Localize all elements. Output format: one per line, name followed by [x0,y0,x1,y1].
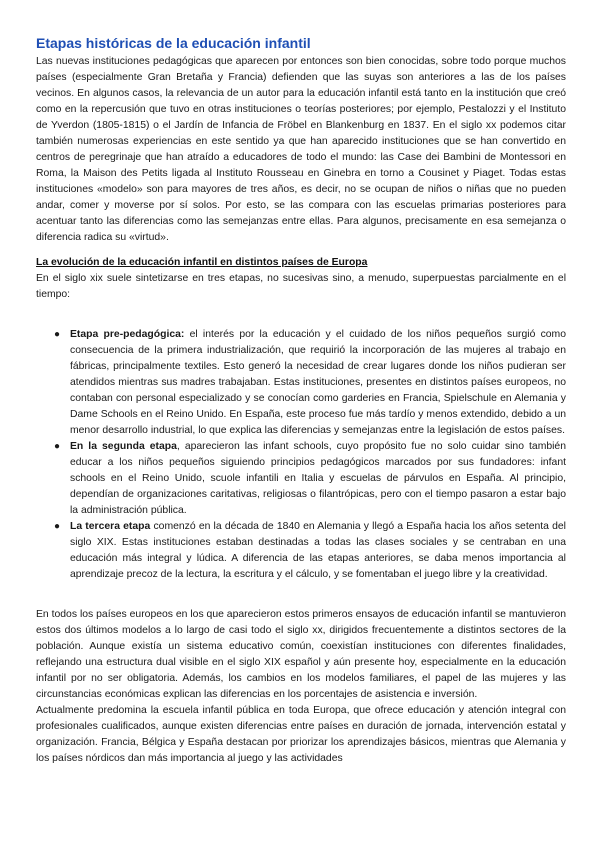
document-page [36,34,566,767]
bullet-icon: ● [54,329,61,340]
section-intro-paragraph: En el siglo xix suele sintetizarse en tres etapas, no sucesivas sino, a menudo, superpuestas parcialmente en el tiempo: [36,273,566,300]
document-title: Etapas históricas de la educación infantil [36,35,311,51]
stage-label: La tercera etapa [70,521,151,532]
stage-text: comenzó en la década de 1840 en Alemania y llegó a España hacia los años setenta del siglo XIX. Estas instituciones estaban destinadas a todas las clases sociales y se centraban en una educación más integral y lúdica. A diferencia de las etapas anteriores, se daba menos importancia al aprendizaje precoz de la lectura, la escritura y el cálculo, y se fomentaban el juego libre y la creatividad. [70,521,566,580]
section-heading: La evolución de la educación infantil en distintos países de Europa [36,257,368,268]
list-item [54,327,566,439]
closing-paragraph-1: En todos los países europeos en los que aparecieron estos primeros ensayos de educación infantil se mantuvieron estos dos últimos modelos a lo largo de casi todo el siglo xx, dirigidos frecuentemente a distintos sectores de la población. Aunque existía un sistema educativo común, coexistían instituciones con diferentes finalidades, reflejando una estructura dual visible en el siglo XIX español y aún presente hoy, especialmente en la educación infantil por no ser obligatoria. Además, los cambios en los modelos familiares, el papel de las mujeres y las circunstancias económicas explican las diferencias en los porcentajes de asistencia e inversión. [36,609,566,700]
bullet-icon: ● [54,441,61,452]
list-item [54,439,566,519]
closing-paragraph-2: Actualmente predomina la escuela infantil pública en toda Europa, que ofrece educación y atención integral con profesionales cualificados, aunque existen diferencias entre países en duración de jornada, intervención estatal y organización. Francia, Bélgica y España destacan por priorizar los aprendizajes básicos, mientras que Alemania y los países nórdicos dan más importancia al juego y las actividades [36,705,566,764]
stage-text: , aparecieron las infant schools, cuyo propósito fue no solo cuidar sino también educar a los niños pequeños siguiendo principios pedagógicos marcados por sus fundadores: infant schools en el Reino Unido, scuole infantili en Italia y escuelas de párvulos en España. Al principio, dependían de organizaciones caritativas, religiosas o filantrópicas, pero con el tiempo pasaron a estar bajo la administración pública. [70,441,566,516]
bullet-icon: ● [54,521,61,532]
stage-label: Etapa pre-pedagógica: [70,329,185,340]
list-item [54,519,566,583]
intro-paragraph: Las nuevas instituciones pedagógicas que aparecen por entonces son bien conocidas, sobre todo porque muchos países (especialmente Gran Bretaña y Francia) defienden que las suyas son anteriores a las de los países vecinos. En algunos casos, la relevancia de un autor para la educación infantil está tanto en la institución que creó como en la repercusión que tuvo en otras instituciones o teorías posteriores; por ejemplo, Pestalozzi y el Instituto de Yverdon (1805-1815) o el Jardín de Infancia de Fröbel en Blankenburg en 1837. En el siglo xx podemos citar también numerosas experiencias en este sentido ya que han aparecido instituciones que se han convertido en centros de peregrinaje que han atraído a educadores de todo el mundo: las Case dei Bambini de Montessori en Roma, la Maison des Petits ligada al Instituto Rousseau en Ginebra en torno a Cousinet y Piaget. Todas estas instituciones «modelo» son para mayores de tres años, es decir, no se ocupan de niños o niñas que no pueden andar, comer y moverse por sí solos. Por esto, se las compara con las escuelas primarias posteriores para acentuar tanto las diferencias como las semejanzas entre ellas. Para algunos, precisamente en esa semejanza o diferencia radica su «virtud». [36,56,566,243]
stage-label: En la segunda etapa [70,441,177,452]
stage-text: el interés por la educación y el cuidado de los niños pequeños surgió como consecuencia de la primera industrialización, que requirió la incorporación de las mujeres al trabajo en fábricas, principalmente textiles. Esto generó la necesidad de crear lugares donde los niños pudieran ser atendidos mientras sus madres trabajaban. Estas instituciones, presentes en distintos países europeos, no contaban con personal especializado y se conocían como garderies en Francia, Spielschule en Alemania y Dame Schools en el Reino Unido. En España, este proceso fue más tardío y menos extendido, debido a un menor desarrollo industrial, lo que explica las diferencias y semejanzas entre la legislación de estos países. [70,329,566,436]
stages-list [36,327,566,583]
